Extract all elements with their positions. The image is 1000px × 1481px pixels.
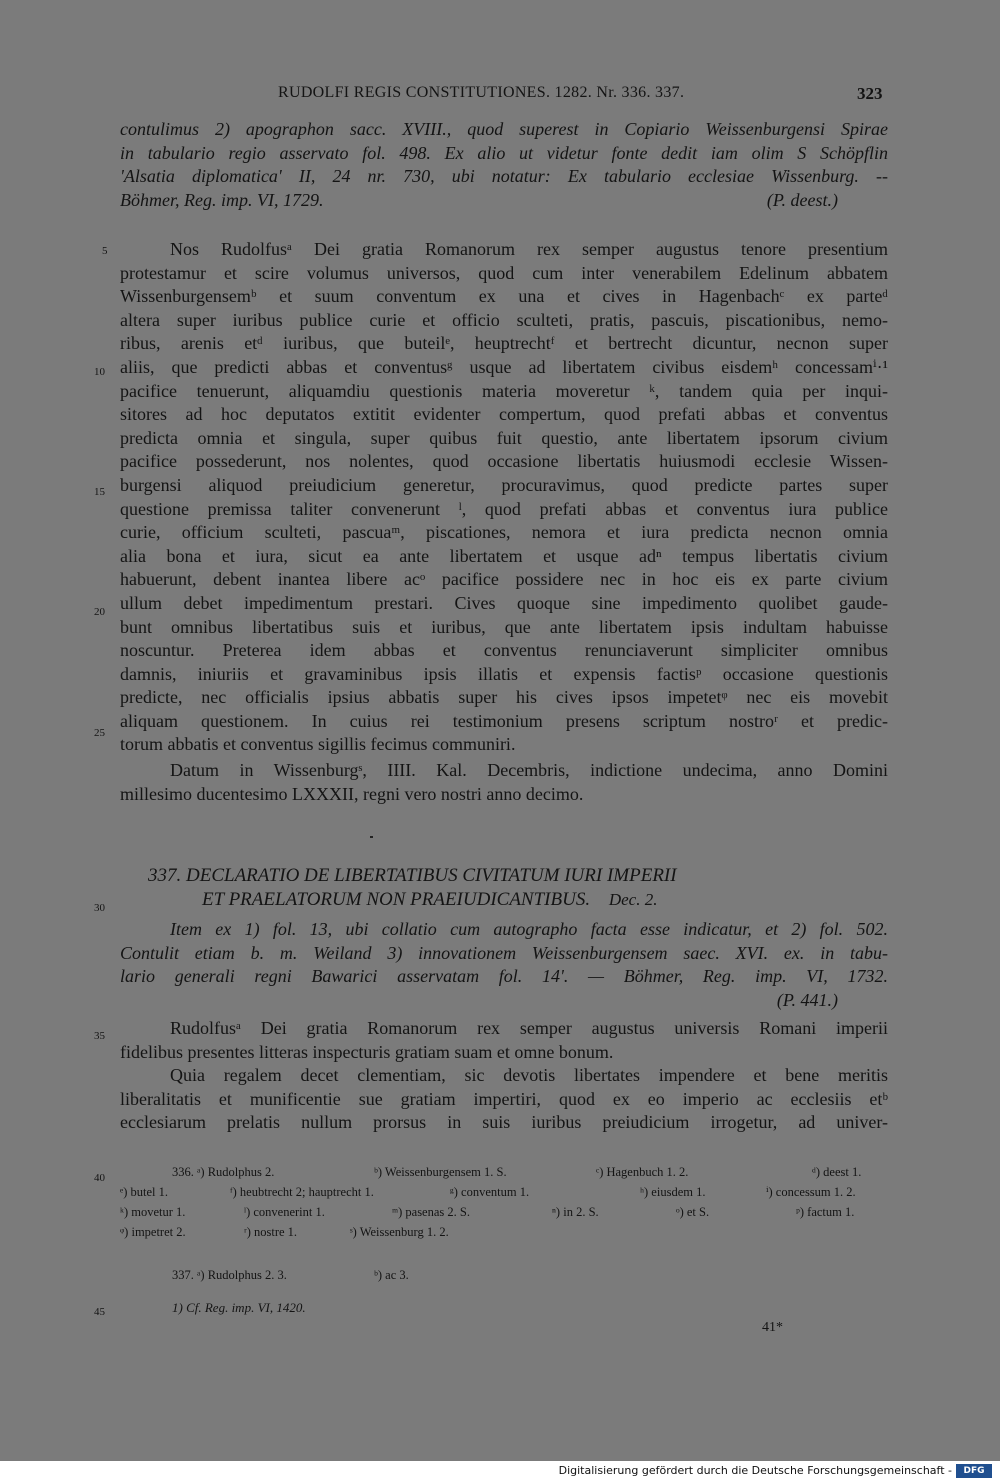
text-line: Rudolfusᵃ Dei gratia Romanorum rex semper augustus universis Romani imperii	[170, 1018, 888, 1038]
text-line: in tabulario regio asservato fol. 498. Ex alio ut videtur fonte dedit iam olim S Schöpflin	[120, 142, 888, 163]
note: ʳ) nostre 1.	[244, 1225, 298, 1239]
line-number: 20	[94, 606, 105, 618]
note: ᶜ) Hagenbuch 1. 2.	[596, 1165, 689, 1179]
digitization-footer	[0, 1461, 1000, 1481]
running-header	[0, 84, 1000, 108]
note: ᵍ) conventum 1.	[450, 1185, 530, 1199]
note: ᵠ) impetret 2.	[120, 1225, 186, 1239]
text-line: habuerunt, debent inantea libere acᵒ pacifice possidere nec in hoc eis ex parte civium	[120, 569, 888, 590]
source-reference: (P. deest.)	[766, 189, 838, 210]
text-line: predicte, nec officialis ipsius abbatis super his cives ipsos impetetᵠ nec eis movebit	[120, 687, 888, 708]
heading-date: Dec. 2.	[608, 889, 658, 909]
line-number: 25	[94, 727, 105, 739]
dfg-logo: DFG	[956, 1464, 992, 1478]
text-line: Nos Rudolfusᵃ Dei gratia Romanorum rex semper augustus tenore presentium	[170, 239, 888, 259]
note: ᵉ) butel 1.	[120, 1185, 168, 1199]
document-336-body	[120, 238, 888, 806]
note: ᵒ) et S.	[676, 1205, 710, 1219]
text-line: liberalitatis et munificentie sue gratiam impertiri, quod ex eo imperio ac ecclesiis etᵇ	[120, 1088, 888, 1109]
text-line: damnis, iniuriis et gravaminibus ipsis illatis et expensis factisᵖ occasione questionis	[120, 663, 888, 684]
text-line: curie, officium sculteti, pascuaᵐ, piscationes, nemora et iura predicta necnon omnia	[120, 522, 888, 543]
note: ˡ) convenerint 1.	[244, 1205, 325, 1219]
dating-clause: Datum in Wissenburgˢ, IIII. Kal. Decembris, indictione undecima, anno Domini	[170, 760, 888, 781]
note: ⁿ) in 2. S.	[552, 1205, 599, 1219]
section-heading: ET PRAELATORUM NON PRAEIUDICANTIBUS. Dec. 2.	[202, 888, 658, 910]
text-line: fidelibus presentes litteras inspecturis gratiam suam et omne bonum.	[120, 1041, 614, 1062]
note: ᵏ) movetur 1.	[120, 1205, 186, 1219]
note: ᵖ) factum 1.	[796, 1205, 855, 1219]
text-line: Quia regalem decet clementiam, sic devotis libertates impendere et bene meritis	[170, 1065, 888, 1086]
text-line: ribus, arenis etᵈ iuribus, que buteilᵉ, heuptrechtᶠ et bertrecht dicuntur, necnon super	[120, 333, 888, 354]
note-line	[120, 1222, 890, 1242]
text-line: Contulit etiam b. m. Weiland 3) innovationem Weissenburgensem saec. XVI. ex. in tabu-	[120, 942, 888, 963]
text-line: lario generali regni Bawarici asservatam fol. 14'. — Böhmer, Reg. imp. VI, 1732.	[120, 966, 888, 987]
note-line	[120, 1182, 890, 1202]
text-line: ullum debet impedimentum prestari. Cives quoque sine impedimento quolibet gaude-	[120, 592, 888, 613]
note: ᵈ) deest 1.	[812, 1165, 862, 1179]
apparatus-336	[120, 1162, 890, 1242]
note: ʰ) eiusdem 1.	[640, 1185, 706, 1199]
note: 336. ᵃ) Rudolphus 2.	[172, 1165, 275, 1179]
intro-337	[120, 918, 888, 1012]
note: ᶠ) heubtrecht 2; hauptrecht 1.	[230, 1185, 374, 1199]
line-number: 15	[94, 486, 105, 498]
text-line: predicta omnia et singula, super quibus fuit questio, ante libertatem ipsorum civium	[120, 427, 888, 448]
page-number: 323	[857, 84, 883, 103]
text-line: contulimus 2) apographon sacc. XVIII., quod superest in Copiario Weissenburgensi Spirae	[120, 119, 888, 139]
line-number: 40	[94, 1172, 105, 1184]
text-line: aliquam questionem. In cuius rei testimonium presens scriptum nostroʳ et predic-	[120, 710, 888, 731]
text-line: 'Alsatia diplomatica' II, 24 nr. 730, ubi notatur: Ex tabulario ecclesiae Wissenburg. --	[120, 166, 888, 187]
text-line: questione premissa taliter convenerunt ˡ, quod prefati abbas et conventus iura publice	[120, 498, 888, 519]
note: ⁱ) concessum 1. 2.	[766, 1185, 856, 1199]
line-number: 45	[94, 1306, 105, 1318]
line-number: 30	[94, 902, 105, 914]
note: 337. ᵃ) Rudolphus 2. 3.	[172, 1268, 287, 1282]
dating-clause: millesimo ducentesimo LXXXII, regni vero nostri anno decimo.	[120, 783, 584, 804]
text-line: pacifice possederunt, nos nolentes, quod occasione libertatis huiusmodi ecclesie Wissen-	[120, 451, 888, 472]
note: ˢ) Weissenburg 1. 2.	[350, 1225, 449, 1239]
text-line: sitores ad hoc deputatos extitit evidenter compertum, quod prefati abbas et conventus	[120, 404, 888, 425]
heading-337	[120, 864, 888, 911]
text-line: protestamur et scire volumus universos, quod cum inter venerabilem Edelinum abbatem	[120, 262, 888, 283]
text-line	[120, 189, 888, 213]
footnotes	[120, 1298, 890, 1318]
text-line: alia bona et iura, sicut ea ante libertatem et usque adⁿ tempus libertatis civium	[120, 545, 888, 566]
text-line: Item ex 1) fol. 13, ubi collatio cum autographo facta esse indicatur, et 2) fol. 502.	[170, 919, 888, 939]
text-line: torum abbatis et conventus sigillis fecimus communiri.	[120, 734, 516, 755]
note-line	[120, 1162, 890, 1182]
text-line: aliis, que predicti abbas et conventusᵍ usque ad libertatem civibus eisdemʰ concessamⁱ·¹	[120, 356, 888, 377]
line-number: 5	[102, 245, 108, 257]
bibliographic-reference: Böhmer, Reg. imp. VI, 1729.	[120, 189, 324, 210]
document-337-body	[120, 1017, 888, 1135]
text-line: ecclesiarum prelatis nullum prorsus in suis iuribus preiudicium irrogetur, ad univer-	[120, 1112, 888, 1133]
text-line: altera super iuribus publice curie et officio sculteti, pratis, pascuis, piscationibus, nemo-	[120, 309, 888, 330]
sheet-signature: 41*	[762, 1320, 783, 1335]
line-number: 10	[94, 366, 105, 378]
note: ᵐ) pasenas 2. S.	[392, 1205, 470, 1219]
section-heading: 337. DECLARATIO DE LIBERTATIBUS CIVITATUM IURI IMPERII	[148, 865, 677, 886]
note: ᵇ) Weissenburgensem 1. S.	[374, 1165, 507, 1179]
source-reference: (P. 441.)	[776, 989, 838, 1010]
header-title: RUDOLFI REGIS CONSTITUTIONES. 1282. Nr. 336. 337.	[278, 84, 685, 101]
footer-text: Digitalisierung gefördert durch die Deutsche Forschungsgemeinschaft -	[558, 1464, 952, 1477]
section-mark	[370, 836, 373, 838]
footnote: 1) Cf. Reg. imp. VI, 1420.	[172, 1300, 306, 1315]
note-line	[120, 1202, 890, 1222]
note: ᵇ) ac 3.	[374, 1268, 409, 1282]
text-line: pacifice tenuerunt, aliquamdiu questionis materia moveretur ᵏ, tandem quia per inqui-	[120, 380, 888, 401]
intro-336	[120, 118, 888, 212]
note-line	[120, 1265, 890, 1285]
text-line: bunt omnibus libertatibus suis et iuribus, que ante libertatem ipsis indultam habuisse	[120, 616, 888, 637]
text-line: Wissenburgensemᵇ et suum conventum ex una et cives in Hagenbachᶜ ex parteᵈ	[120, 286, 888, 307]
note-line	[120, 1298, 890, 1318]
text-line: burgensi aliquod preiudicium generetur, procuravimus, quod predicte partes super	[120, 474, 888, 495]
line-number: 35	[94, 1030, 105, 1042]
apparatus-337	[120, 1265, 890, 1285]
text-line: noscuntur. Preterea idem abbas et conventus renunciaverunt simpliciter omnibus	[120, 640, 888, 661]
